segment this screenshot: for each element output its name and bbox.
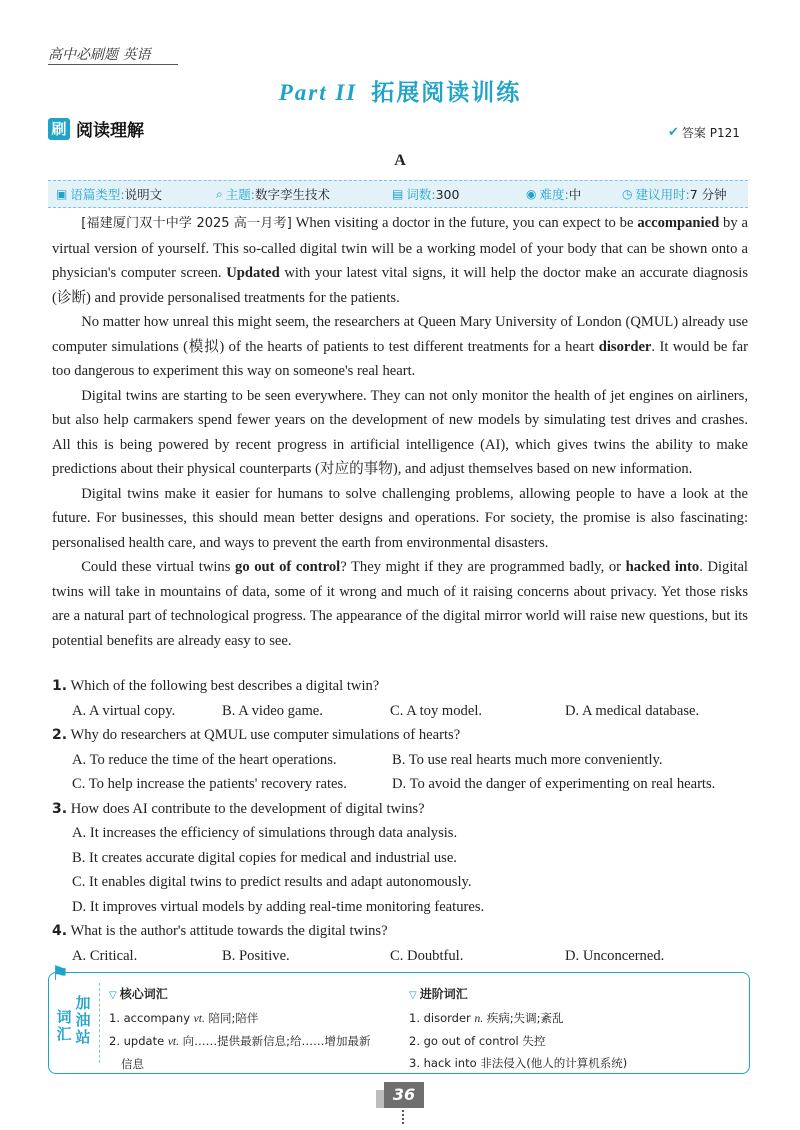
page-number: 36	[392, 1085, 416, 1104]
question-1-options	[52, 699, 752, 724]
question-number: 1.	[52, 678, 68, 694]
triangle-icon: ▽	[409, 990, 417, 1001]
info-topic	[216, 185, 368, 203]
p5-text-c: ? They might if they are programmed badly, or	[340, 559, 626, 575]
paragraph-5	[52, 555, 748, 653]
section-title: 阅读理解	[76, 121, 144, 141]
advanced-vocab-item	[409, 1052, 739, 1074]
option-a[interactable]: A. To reduce the time of the heart operations.	[72, 751, 337, 768]
p1-text-e: with your latest vital signs, it will help the doctor make an accurate diagnosis (诊断) and provide personalised treatments for the patients.	[52, 265, 748, 306]
topic-label: 主题:	[225, 187, 255, 202]
topic-value: 数字孪生技术	[254, 187, 330, 202]
genre-value: 说明文	[124, 187, 163, 202]
p1-text-a: When visiting a doctor in the future, you can expect to be	[291, 215, 638, 231]
vocab-def: 向……提供最新信息;给……增加最新	[179, 1034, 371, 1048]
vocab-word: 3. hack into	[409, 1056, 477, 1070]
option-a[interactable]: A. It increases the efficiency of simulations through data analysis.	[72, 825, 458, 841]
genre-label: 语篇类型:	[70, 187, 125, 202]
core-vocab-title: 核心词汇	[119, 987, 168, 1001]
clock-icon: ◷	[622, 187, 633, 201]
option-d[interactable]: D. A medical database.	[565, 702, 700, 719]
header-rule	[48, 64, 178, 65]
check-icon: ✔	[668, 125, 679, 140]
option-b[interactable]: B. A video game.	[222, 702, 323, 719]
advanced-vocab-item	[409, 1007, 739, 1030]
paragraph-4: Digital twins make it easier for humans to solve challenging problems, allowing people to have a look at the future. For businesses, this should mean better designs and operations. For society, the promise is also fascinating: personalised health care, and ways to prevent the earth from environmental disasters.	[52, 485, 748, 551]
vocab-divider	[99, 983, 100, 1063]
question-3	[52, 797, 752, 822]
paragraph-2	[52, 310, 748, 384]
option-a[interactable]: A. A virtual copy.	[72, 702, 176, 719]
option-d[interactable]: D. To avoid the danger of experimenting on real hearts.	[392, 776, 716, 792]
vocab-pos: vt.	[167, 1036, 179, 1048]
difficulty-label: 难度:	[539, 187, 569, 202]
triangle-icon: ▽	[109, 990, 117, 1001]
question-stem: Which of the following best describes a digital twin?	[70, 678, 380, 694]
option-b[interactable]: B. Positive.	[222, 947, 290, 964]
advanced-vocab-heading	[409, 983, 739, 1007]
p2-text-a: No matter how unreal this might seem, the researchers at Queen Mary University of London (QMUL) already use computer simulations (模拟) of the hearts of patients to test different treatments for a heart	[52, 314, 748, 355]
passage-info-bar	[48, 180, 748, 208]
question-2-options	[52, 748, 752, 797]
option-b[interactable]: B. It creates accurate digital copies for medical and industrial use.	[72, 849, 457, 866]
option-c[interactable]: C. It enables digital twins to predict results and adapt autonomously.	[72, 874, 472, 890]
vocab-side-label	[49, 963, 95, 1073]
option-d[interactable]: D. Unconcerned.	[565, 947, 665, 964]
answer-page: P121	[709, 125, 740, 140]
info-time	[622, 185, 727, 203]
keyword-disorder: disorder	[598, 338, 652, 355]
reading-passage	[52, 211, 748, 653]
core-vocab-item-continued	[109, 1053, 409, 1075]
option-b[interactable]: B. To use real hearts much more conveniently.	[392, 751, 663, 768]
vocab-def: 疾病;失调;紊乱	[483, 1011, 564, 1025]
vocab-pos: vt.	[193, 1013, 205, 1025]
p1-text-c: by a virtual version of yourself. This so-called digital twin will be a working model of your body that can be shown onto a physician's computer screen.	[52, 215, 748, 281]
core-vocab	[109, 983, 409, 1075]
question-2	[52, 723, 752, 748]
time-label: 建议用时:	[635, 187, 690, 202]
page-number-dots	[402, 1110, 406, 1124]
core-vocab-item	[109, 1007, 409, 1030]
p5-text-e: . Digital twins will take in mountains of data, some of it wrong and much of it raising concerns about privacy. Yet those risks are a natural part of technological progress. The appearance of the digital mirror world will raise new questions, but its potential benefits are already easy to see.	[52, 559, 748, 649]
flag-icon: ⚑	[51, 963, 69, 985]
question-list	[52, 674, 752, 968]
passage-label: A	[394, 152, 406, 169]
paragraph-1	[52, 211, 748, 310]
question-stem: What is the author's attitude towards the digital twins?	[70, 923, 388, 939]
option-c[interactable]: C. To help increase the patients' recovery rates.	[72, 776, 347, 792]
section-badge: 刷	[48, 118, 70, 140]
advanced-vocab	[409, 983, 739, 1074]
info-words	[392, 185, 488, 203]
vocab-word: 2. go out of control	[409, 1034, 519, 1048]
info-genre	[56, 185, 184, 203]
keyword-hacked-into: hacked into	[625, 559, 700, 575]
part-title	[0, 74, 800, 107]
vocab-def: 失控	[518, 1034, 546, 1048]
option-a[interactable]: A. Critical.	[72, 947, 138, 964]
vocab-word: 1. disorder	[409, 1011, 475, 1025]
question-stem: Why do researchers at QMUL use computer simulations of hearts?	[70, 727, 461, 743]
vocab-def: 陪同;陪伴	[204, 1011, 259, 1025]
core-vocab-item	[109, 1030, 409, 1053]
vocab-def: 非法侵入(他人的计算机系统)	[476, 1056, 628, 1070]
vocab-label-words: 词汇	[56, 1008, 72, 1043]
difficulty-icon: ◉	[526, 187, 537, 201]
p5-text-a: Could these virtual twins	[81, 559, 236, 575]
vocab-word: 1. accompany	[109, 1011, 194, 1025]
question-stem: How does AI contribute to the development of digital twins?	[70, 800, 425, 817]
p2-text-c: . It would be far too dangerous to experiment this way on someone's real heart.	[52, 338, 748, 379]
keyword-accompanied: accompanied	[637, 215, 720, 231]
vocab-def: 信息	[121, 1057, 144, 1071]
time-value: 7 分钟	[689, 187, 727, 202]
question-number: 4.	[52, 923, 68, 939]
part-title-en: Part II	[278, 80, 358, 105]
answer-reference	[668, 124, 740, 141]
words-value: 300	[435, 186, 460, 202]
vocab-pos: n.	[474, 1013, 484, 1025]
passage-source: [福建厦门双十中学 2025 高一月考]	[81, 216, 292, 231]
info-difficulty	[526, 185, 602, 203]
vocabulary-box	[48, 963, 750, 1074]
question-number: 2.	[52, 727, 68, 743]
search-icon: ⌕	[216, 186, 223, 201]
core-vocab-heading	[109, 983, 409, 1007]
vocab-label-station: 加油站	[75, 994, 91, 1046]
part-title-cn: 拓展阅读训练	[371, 80, 522, 106]
question-number: 3.	[52, 800, 68, 817]
question-4-options	[52, 944, 752, 969]
keyword-updated: Updated	[226, 265, 280, 281]
book-title: 高中必刷题 英语	[48, 47, 151, 63]
question-1	[52, 674, 752, 699]
words-icon: ▤	[392, 187, 404, 201]
advanced-vocab-item	[409, 1030, 739, 1052]
vocab-word: 2. update	[109, 1034, 168, 1048]
advanced-vocab-title: 进阶词汇	[419, 987, 468, 1001]
words-label: 词数:	[406, 187, 436, 202]
paragraph-3: Digital twins are starting to be seen everywhere. They can not only monitor the health of jet engines on airliners, but also help carmakers spend fewer years on the development of new models by simulating test drives and crashes. All this is being powered by recent progress in artificial intelligence (AI), which gives twins the ability to make predictions about their physical counterparts (对应的事物), and adjust themselves based on new information.	[52, 387, 748, 477]
page-number-badge	[376, 1082, 424, 1112]
option-d[interactable]: D. It improves virtual models by adding real-time monitoring features.	[72, 898, 485, 915]
question-4	[52, 919, 752, 944]
section-heading	[48, 116, 144, 141]
difficulty-value: 中	[568, 187, 582, 202]
answer-label: 答案	[681, 126, 706, 140]
option-c[interactable]: C. A toy model.	[390, 702, 483, 719]
keyword-go-out-of-control: go out of control	[235, 559, 341, 575]
option-c[interactable]: C. Doubtful.	[390, 947, 464, 964]
genre-icon: ▣	[56, 187, 68, 201]
